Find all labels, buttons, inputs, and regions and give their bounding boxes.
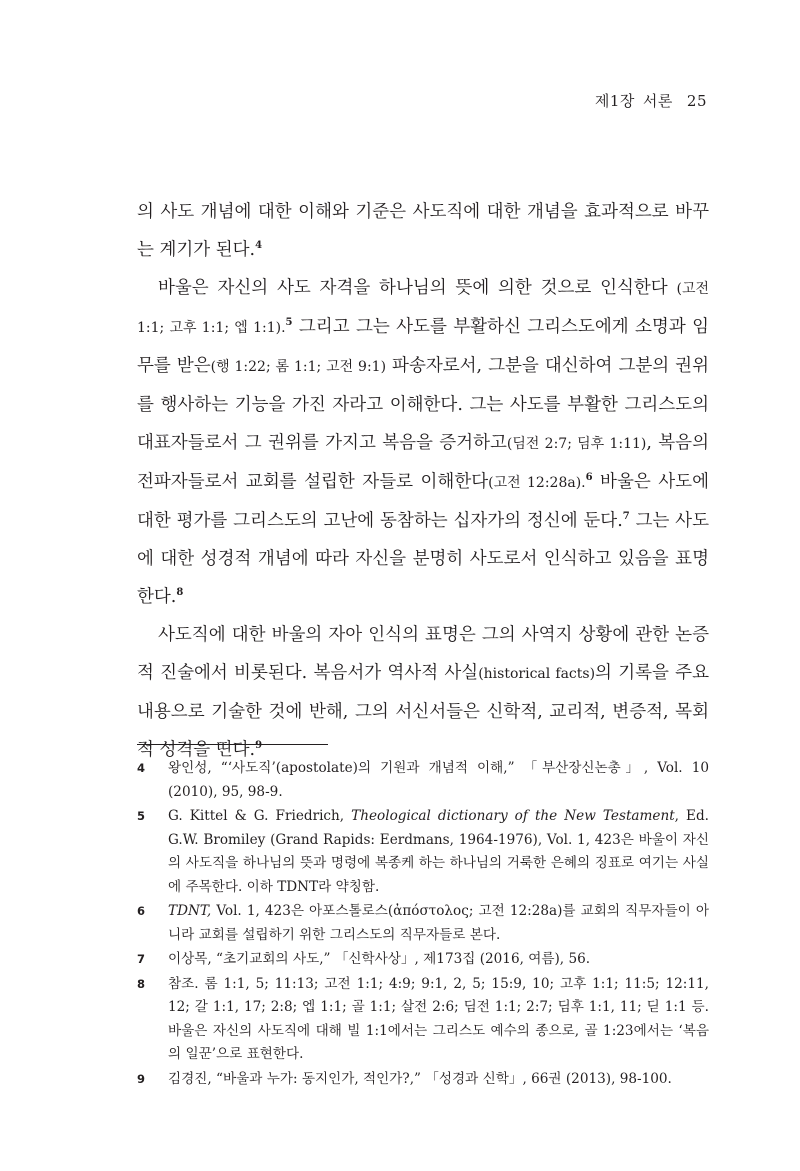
- footnote-6: [137, 900, 709, 947]
- footnote-text: [168, 948, 709, 972]
- chapter-label: 제1장: [594, 92, 635, 110]
- footnote-number: 7: [137, 952, 146, 966]
- footnote-text-a: 참조. 롬 1:1, 5; 11:13; 고전 1:1; 4:9; 9:1, 2, 5; 15:9, 10; 고후 1:1; 11:5; 12:11, 12; 갈 1:1, 17; 2:8; 엡 1:1; 골 1:1; 살전 2:6; 딤전 1:1; 2:7; 딤후 1:1, 11; 딛 1:1 등. 바울은 자신의 사도직에 대해 빌 1:1에서는 그리스도 예수의 종으로, 골 1:23에서는 ‘복음의 일꾼’으로 표현한다.: [168, 975, 709, 1062]
- footnote-number: 8: [137, 976, 146, 991]
- scripture-ref: (행 1:22; 롬 1:1; 고전 9:1): [210, 359, 387, 375]
- footnote-ref-8: 8: [176, 587, 184, 599]
- footnote-text-b: Vol. 1, 423은 아포스톨로스(ἀπόστολος; 고전 12:28a)를 교회의 직무자들이 아니라 교회를 설립하기 위한 그리스도의 직무자들로 본다.: [168, 903, 709, 943]
- footnote-number: 5: [137, 809, 146, 823]
- footnote-ref-6: 6: [585, 472, 593, 484]
- footnote-text: [168, 805, 709, 899]
- scripture-ref: (딤전 2:7; 딤후 1:11): [506, 436, 647, 452]
- footnote-ref-7: 7: [622, 511, 630, 523]
- footnote-text-a: G. Kittel & G. Friedrich,: [168, 808, 352, 824]
- paragraph-2-text-e: 바울은 사도에 대한 평가를 그리스도의 고난에 동참하는 십자가의 정신에 둔다.: [137, 472, 709, 531]
- footnote-divider: [137, 744, 328, 745]
- scripture-ref: (고전 12:28a).: [488, 475, 586, 491]
- paragraph-2-text-b: 그리고 그는 사도를 부활하신 그리스도에게 소명과 임무를 받은: [137, 317, 710, 376]
- book-title: Theological dictionary of the New Testament: [351, 808, 675, 824]
- footnote-text-b: , Ed. G.W. Bromiley (Grand Rapids: Eerdmans, 1964-1976), Vol. 1, 423은 바울이 자신의 사도직을 하나님의 뜻과 명령에 복종케 하는 하나님의 거룩한 은혜의 징표로 여기는 사실에 주목한다. 이하 TDNT라 약칭함.: [168, 808, 709, 895]
- footnote-ref-4: 4: [255, 240, 263, 252]
- paragraph-3: [137, 616, 709, 769]
- footnote-text-a: 이상목, “초기교회의 사도,” 「신학사상」, 제173집 (2016, 여름), 56.: [168, 951, 591, 967]
- paragraph-3-text-a: 사도직에 대한 바울의 자아 인식의 표명은 그의 사역지 상황에 관한 논증적 진술에서 비롯된다. 복음서가 역사적 사실: [137, 625, 709, 683]
- footnote-text-a: 김경진, “바울과 누가: 동지인가, 적인가?,” 「성경과 신학」, 66권 (2013), 98-100.: [168, 1070, 672, 1087]
- footnote-ref-9: 9: [255, 740, 263, 752]
- footnote-number: 4: [137, 761, 146, 775]
- paragraph-1-text: 의 사도 개념에 대한 이해와 기준은 사도직에 대한 개념을 효과적으로 바꾸는 계기가 된다.: [137, 202, 709, 260]
- scripture-ref: (고전 1:1; 고후 1:1; 엡 1:1).: [137, 281, 709, 336]
- english-term: (historical facts): [478, 666, 596, 682]
- footnote-text-a: 왕인성, “‘사도직’(apostolate)의 기원과 개념적 이해,” 「부산장신논총」, Vol. 10 (2010), 95, 98-9.: [168, 760, 709, 800]
- footnote-8: [137, 973, 709, 1067]
- footnote-text: [168, 1068, 709, 1092]
- footnote-number: 6: [137, 904, 146, 918]
- main-body-text: [137, 193, 709, 769]
- abbreviation: TDNT,: [168, 903, 212, 919]
- footnote-text: [168, 973, 709, 1067]
- paragraph-2-text-f: 그는 사도에 대한 성경적 개념에 따라 자신을 분명히 사도로서 인식하고 있음을 표명한다.: [137, 511, 709, 607]
- footnote-number: 9: [137, 1071, 146, 1086]
- paragraph-2-text-a: 바울은 자신의 사도 자격을 하나님의 뜻에 의한 것으로 인식한다: [158, 278, 668, 298]
- paragraph-1: [137, 193, 709, 269]
- running-header: [595, 90, 707, 111]
- footnote-text: [168, 757, 709, 804]
- footnote-7: [137, 948, 709, 972]
- paragraph-2: [137, 269, 709, 616]
- paragraph-3-text-b: 의 기록을 주요 내용으로 기술한 것에 반해, 그의 서신서들은 신학적, 교리적, 변증적, 목회적 성격을 띤다.: [137, 663, 709, 760]
- footnotes: [137, 757, 709, 1092]
- page-number: 25: [686, 92, 707, 110]
- footnote-9: [137, 1068, 709, 1092]
- footnote-5: [137, 805, 709, 899]
- footnote-ref-5: 5: [285, 317, 293, 329]
- paragraph-2-text-d: , 복음의 전파자들로서 교회를 설립한 자들로 이해한다: [137, 433, 709, 492]
- footnote-4: [137, 757, 709, 804]
- footnote-text: [168, 900, 709, 947]
- section-title: 서론: [642, 92, 673, 110]
- paragraph-2-text-c: 파송자로서, 그분을 대신하여 그분의 권위를 행사하는 기능을 가진 자라고 이해한다. 그는 사도를 부활한 그리스도의 대표자들로서 그 권위를 가지고 복음을 증거하고: [137, 356, 709, 453]
